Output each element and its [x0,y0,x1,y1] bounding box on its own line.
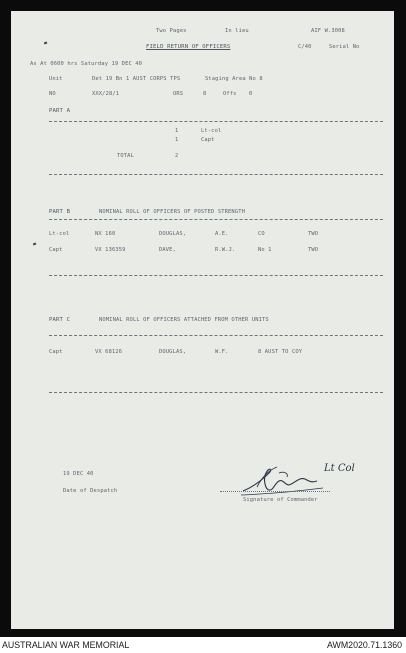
officer-initials: R.W.J. [215,247,236,253]
officer-initials: A.E. [215,231,229,237]
officer-unit: No 1 [258,247,272,253]
staging-area: Staging Area No 8 [205,76,263,82]
in-lieu-note: In lieu [225,28,249,34]
document-title: FIELD RETURN OF OFFICERS [146,44,231,50]
part-a-heading: PART A [49,108,71,114]
offrs-label: Offs [223,91,237,97]
part-a-rank: Capt [201,137,215,143]
attached-initials: W.F. [215,349,229,355]
signature-line [220,491,330,492]
attached-rank: Capt [49,349,63,355]
part-a-count: 1 [175,137,179,143]
unit-value: Det 19 Bn 1 AUST CORPS TPS [92,76,181,82]
attached-number: VX 68126 [95,349,123,355]
officer-status: TWO [308,247,319,253]
officer-status: TWO [308,231,319,237]
officer-name: DOUGLAS, [159,231,187,237]
archive-credit: AUSTRALIAN WAR MEMORIAL [2,640,130,650]
form-number: AIF W.3008 [311,28,345,34]
no-value: XXX/28/1 [92,91,120,97]
accession-number: AWM2020.71.1360 [327,640,402,650]
part-c-title: NOMINAL ROLL OF OFFICERS ATTACHED FROM OTHER UNITS [99,317,269,323]
officer-rank: Lt-col [49,231,70,237]
unit-label: Unit [49,76,63,82]
divider [49,275,383,276]
copy-note: Two Pages [156,28,187,34]
part-a-count: 1 [175,128,179,134]
signature-label: Signature of Commander [243,497,318,503]
divider [49,219,383,220]
officer-unit: CO [258,231,265,237]
officer-number: NX 160 [95,231,116,237]
offrs-value: 0 [249,91,253,97]
serial-label: Serial No [329,44,360,50]
despatch-date: 19 DEC 40 [63,471,94,477]
despatch-date-label: Date of Despatch [63,488,118,494]
divider [49,392,383,393]
part-a-rank: Lt-col [201,128,222,134]
signature-rank: Lt Col [324,463,355,474]
document-sheet [11,11,394,629]
pencil-mark [33,243,36,245]
part-a-total-value: 2 [175,153,179,159]
divider [49,335,383,336]
officer-rank: Capt [49,247,63,253]
part-b-heading: PART B [49,209,71,215]
part-b-title: NOMINAL ROLL OF OFFICERS OF POSTED STRENGTH [99,209,246,215]
ors-label: ORS [173,91,184,97]
as-at-line: As At 0600 hrs Saturday 19 DEC 40 [30,61,143,67]
part-a-total-label: TOTAL [117,153,134,159]
no-label: NO [49,91,56,97]
copy-number: C/40 [298,44,312,50]
attached-name: DOUGLAS, [159,349,187,355]
attached-unit: 8 AUST TO COY [258,349,303,355]
pencil-mark [44,42,47,44]
ors-value: 8 [203,91,207,97]
divider [49,121,383,122]
officer-number: VX 136359 [95,247,126,253]
part-c-heading: PART C [49,317,71,323]
divider [49,174,383,175]
officer-name: DAVE, [159,247,176,253]
